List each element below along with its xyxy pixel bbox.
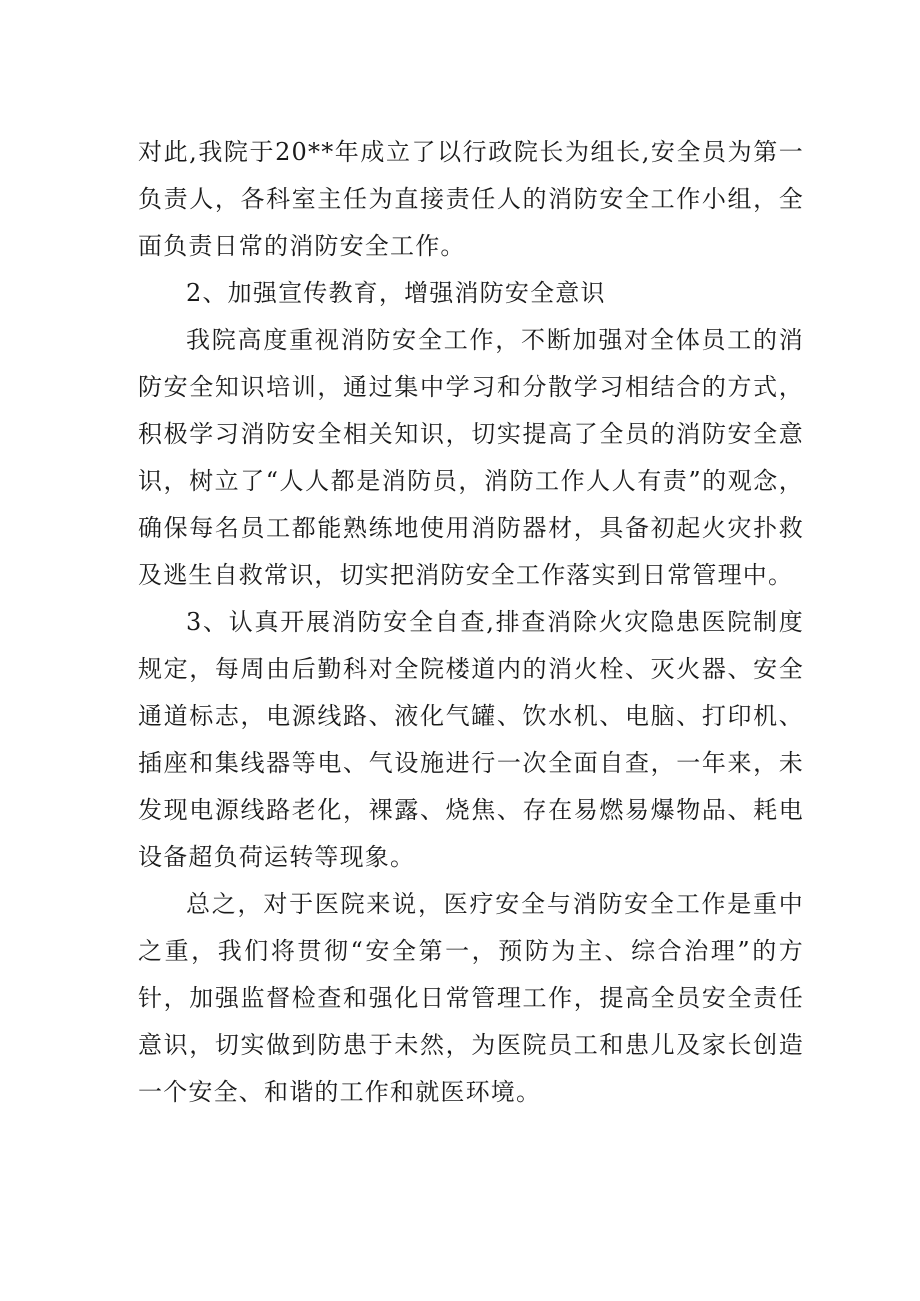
paragraph-self-inspection: 3、认真开展消防安全自查,排查消除火灾隐患医院制度规定，每周由后勤科对全院楼道内的消火栓、灭火器、安全通道标志，电源线路、液化气罐、饮水机、电脑、打印机、插座和集线器等电、气设施进行一次全面自查，一年来，未发现电源线路老化，裸露、烧焦、存在易燃易爆物品、耗电设备超负荷运转等现象。: [138, 608, 804, 871]
paragraph-continuation: 对此,我院于20**年成立了以行政院长为组长,安全员为第一负责人，各科室主任为直接责任人的消防安全工作小组，全面负责日常的消防安全工作。: [138, 138, 804, 260]
paragraph-publicity: 我院高度重视消防安全工作，不断加强对全体员工的消防安全知识培训，通过集中学习和分散学习相结合的方式，积极学习消防安全相关知识，切实提高了全员的消防安全意识，树立了“人人都是消防员，消防工作人人有责”的观念，确保每名员工都能熟练地使用消防器材，具备初起火灾扑救及逃生自救常识，切实把消防安全工作落实到日常管理中。: [138, 326, 804, 589]
paragraph-conclusion: 总之，对于医院来说，医疗安全与消防安全工作是重中之重，我们将贯彻“安全第一，预防为主、综合治理”的方针，加强监督检查和强化日常管理工作，提高全员安全责任意识，切实做到防患于未然，为医院员工和患儿及家长创造一个安全、和谐的工作和就医环境。: [138, 890, 804, 1106]
section-heading-2: 2、加强宣传教育，增强消防安全意识: [186, 279, 606, 307]
